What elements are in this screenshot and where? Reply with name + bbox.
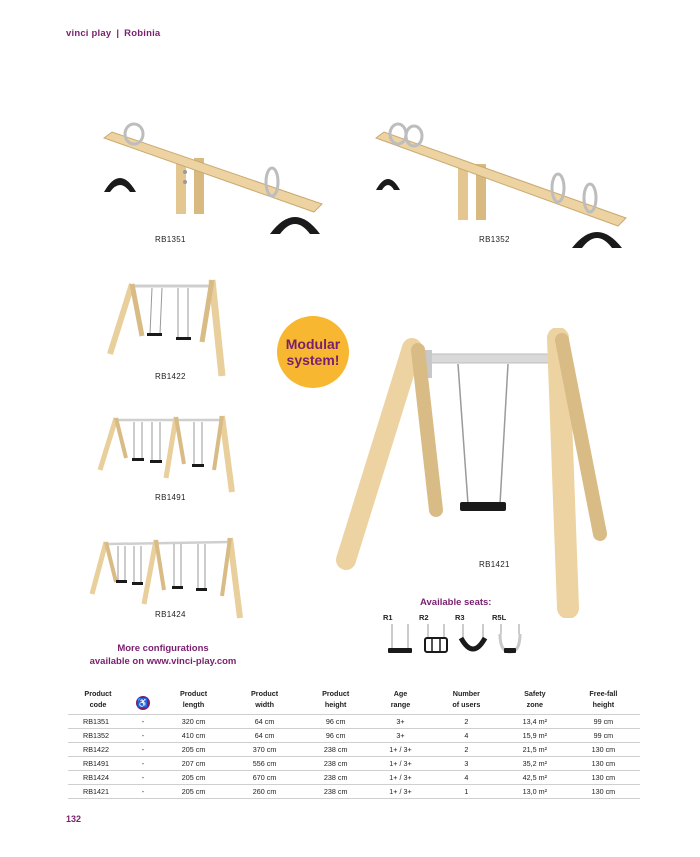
- more-configs-line-1: More configurations: [117, 643, 209, 654]
- product-spec-table: [68, 688, 640, 799]
- seat-code-r1: R1: [383, 613, 393, 622]
- swing-rb1424-image: [88, 534, 244, 620]
- cell-height: 96 cm: [300, 715, 371, 729]
- product-code-rb1424: RB1424: [155, 610, 186, 619]
- cell-users: 4: [430, 771, 503, 785]
- cell-safety: 13,0 m²: [503, 785, 567, 799]
- swing-rb1421-image: [336, 328, 612, 618]
- cell-users: 2: [430, 743, 503, 757]
- cell-width: 64 cm: [229, 729, 300, 743]
- cell-length: 410 cm: [158, 729, 229, 743]
- cell-users: 3: [430, 757, 503, 771]
- product-code-rb1421: RB1421: [479, 560, 510, 569]
- cell-width: 64 cm: [229, 715, 300, 729]
- seat-r2-image: [422, 624, 450, 656]
- cell-freefall: 130 cm: [567, 785, 640, 799]
- product-code-rb1351: RB1351: [155, 235, 186, 244]
- header-product-code: Product code: [84, 689, 112, 709]
- available-seats-title: Available seats:: [420, 597, 492, 608]
- product-code-rb1491: RB1491: [155, 493, 186, 502]
- cell-access: -: [128, 771, 158, 785]
- seat-r5l-image: [496, 624, 524, 656]
- cell-code: RB1351: [68, 715, 128, 729]
- cell-safety: 15,9 m²: [503, 729, 567, 743]
- table-row: [68, 729, 640, 743]
- cell-access: -: [128, 729, 158, 743]
- cell-height: 238 cm: [300, 785, 371, 799]
- seesaw-rb1351-image: [100, 118, 325, 238]
- more-configs-line-2[interactable]: available on www.vinci-play.com: [89, 655, 237, 667]
- header-product-height: Product height: [322, 689, 350, 709]
- cell-age: 1+ / 3+: [371, 743, 430, 757]
- cell-width: 556 cm: [229, 757, 300, 771]
- header-accessibility: [128, 688, 158, 715]
- cell-length: 205 cm: [158, 785, 229, 799]
- seat-r1-image: [386, 624, 414, 656]
- product-code-rb1352: RB1352: [479, 235, 510, 244]
- header-product-width: Product width: [251, 689, 279, 709]
- cell-length: 320 cm: [158, 715, 229, 729]
- cell-length: 205 cm: [158, 771, 229, 785]
- cell-freefall: 130 cm: [567, 771, 640, 785]
- cell-freefall: 130 cm: [567, 743, 640, 757]
- page-number: 132: [66, 814, 82, 824]
- seat-code-r5l: R5L: [492, 613, 507, 622]
- cell-age: 3+: [371, 715, 430, 729]
- cell-height: 238 cm: [300, 771, 371, 785]
- cell-code: RB1491: [68, 757, 128, 771]
- cell-users: 4: [430, 729, 503, 743]
- cell-width: 670 cm: [229, 771, 300, 785]
- cell-length: 207 cm: [158, 757, 229, 771]
- badge-line-1: Modular: [285, 336, 341, 352]
- brand-header: [66, 28, 160, 39]
- cell-users: 2: [430, 715, 503, 729]
- table-row: [68, 715, 640, 729]
- cell-height: 238 cm: [300, 757, 371, 771]
- cell-length: 205 cm: [158, 743, 229, 757]
- cell-height: 96 cm: [300, 729, 371, 743]
- series-name: Robinia: [124, 28, 161, 39]
- header-product-length: Product length: [179, 689, 208, 709]
- swing-rb1491-image: [96, 412, 236, 494]
- wheelchair-icon: ♿: [137, 698, 149, 708]
- badge-line-2: system!: [286, 352, 340, 368]
- product-code-rb1422: RB1422: [155, 372, 186, 381]
- cell-safety: 13,4 m²: [503, 715, 567, 729]
- cell-age: 1+ / 3+: [371, 757, 430, 771]
- more-configurations-note: [88, 643, 238, 668]
- cell-code: RB1352: [68, 729, 128, 743]
- cell-width: 370 cm: [229, 743, 300, 757]
- brand-name: vinci play: [66, 28, 112, 39]
- header-number-of-users: Number of users: [452, 689, 481, 709]
- cell-freefall: 99 cm: [567, 715, 640, 729]
- swing-rb1422-image: [104, 272, 229, 380]
- seesaw-rb1352-image: [372, 118, 627, 253]
- header-safety-zone: Safety zone: [524, 689, 546, 709]
- cell-age: 1+ / 3+: [371, 771, 430, 785]
- brand-separator: |: [116, 28, 120, 39]
- cell-code: RB1424: [68, 771, 128, 785]
- table-row: [68, 743, 640, 757]
- cell-access: -: [128, 743, 158, 757]
- cell-height: 238 cm: [300, 743, 371, 757]
- cell-safety: 21,5 m²: [503, 743, 567, 757]
- cell-age: 1+ / 3+: [371, 785, 430, 799]
- cell-code: RB1421: [68, 785, 128, 799]
- cell-safety: 42,5 m²: [503, 771, 567, 785]
- table-row: [68, 785, 640, 799]
- cell-access: -: [128, 715, 158, 729]
- cell-access: -: [128, 757, 158, 771]
- header-age-range: Age range: [390, 689, 411, 709]
- cell-width: 260 cm: [229, 785, 300, 799]
- cell-freefall: 130 cm: [567, 757, 640, 771]
- cell-users: 1: [430, 785, 503, 799]
- table-header-row: [68, 688, 640, 715]
- cell-access: -: [128, 785, 158, 799]
- table-row: [68, 757, 640, 771]
- header-free-fall-height: Free-fall height: [589, 689, 618, 709]
- seat-r3-image: [458, 624, 488, 656]
- cell-safety: 35,2 m²: [503, 757, 567, 771]
- cell-code: RB1422: [68, 743, 128, 757]
- cell-freefall: 99 cm: [567, 729, 640, 743]
- cell-age: 3+: [371, 729, 430, 743]
- seat-code-r2: R2: [419, 613, 429, 622]
- table-row: [68, 771, 640, 785]
- seat-code-r3: R3: [455, 613, 465, 622]
